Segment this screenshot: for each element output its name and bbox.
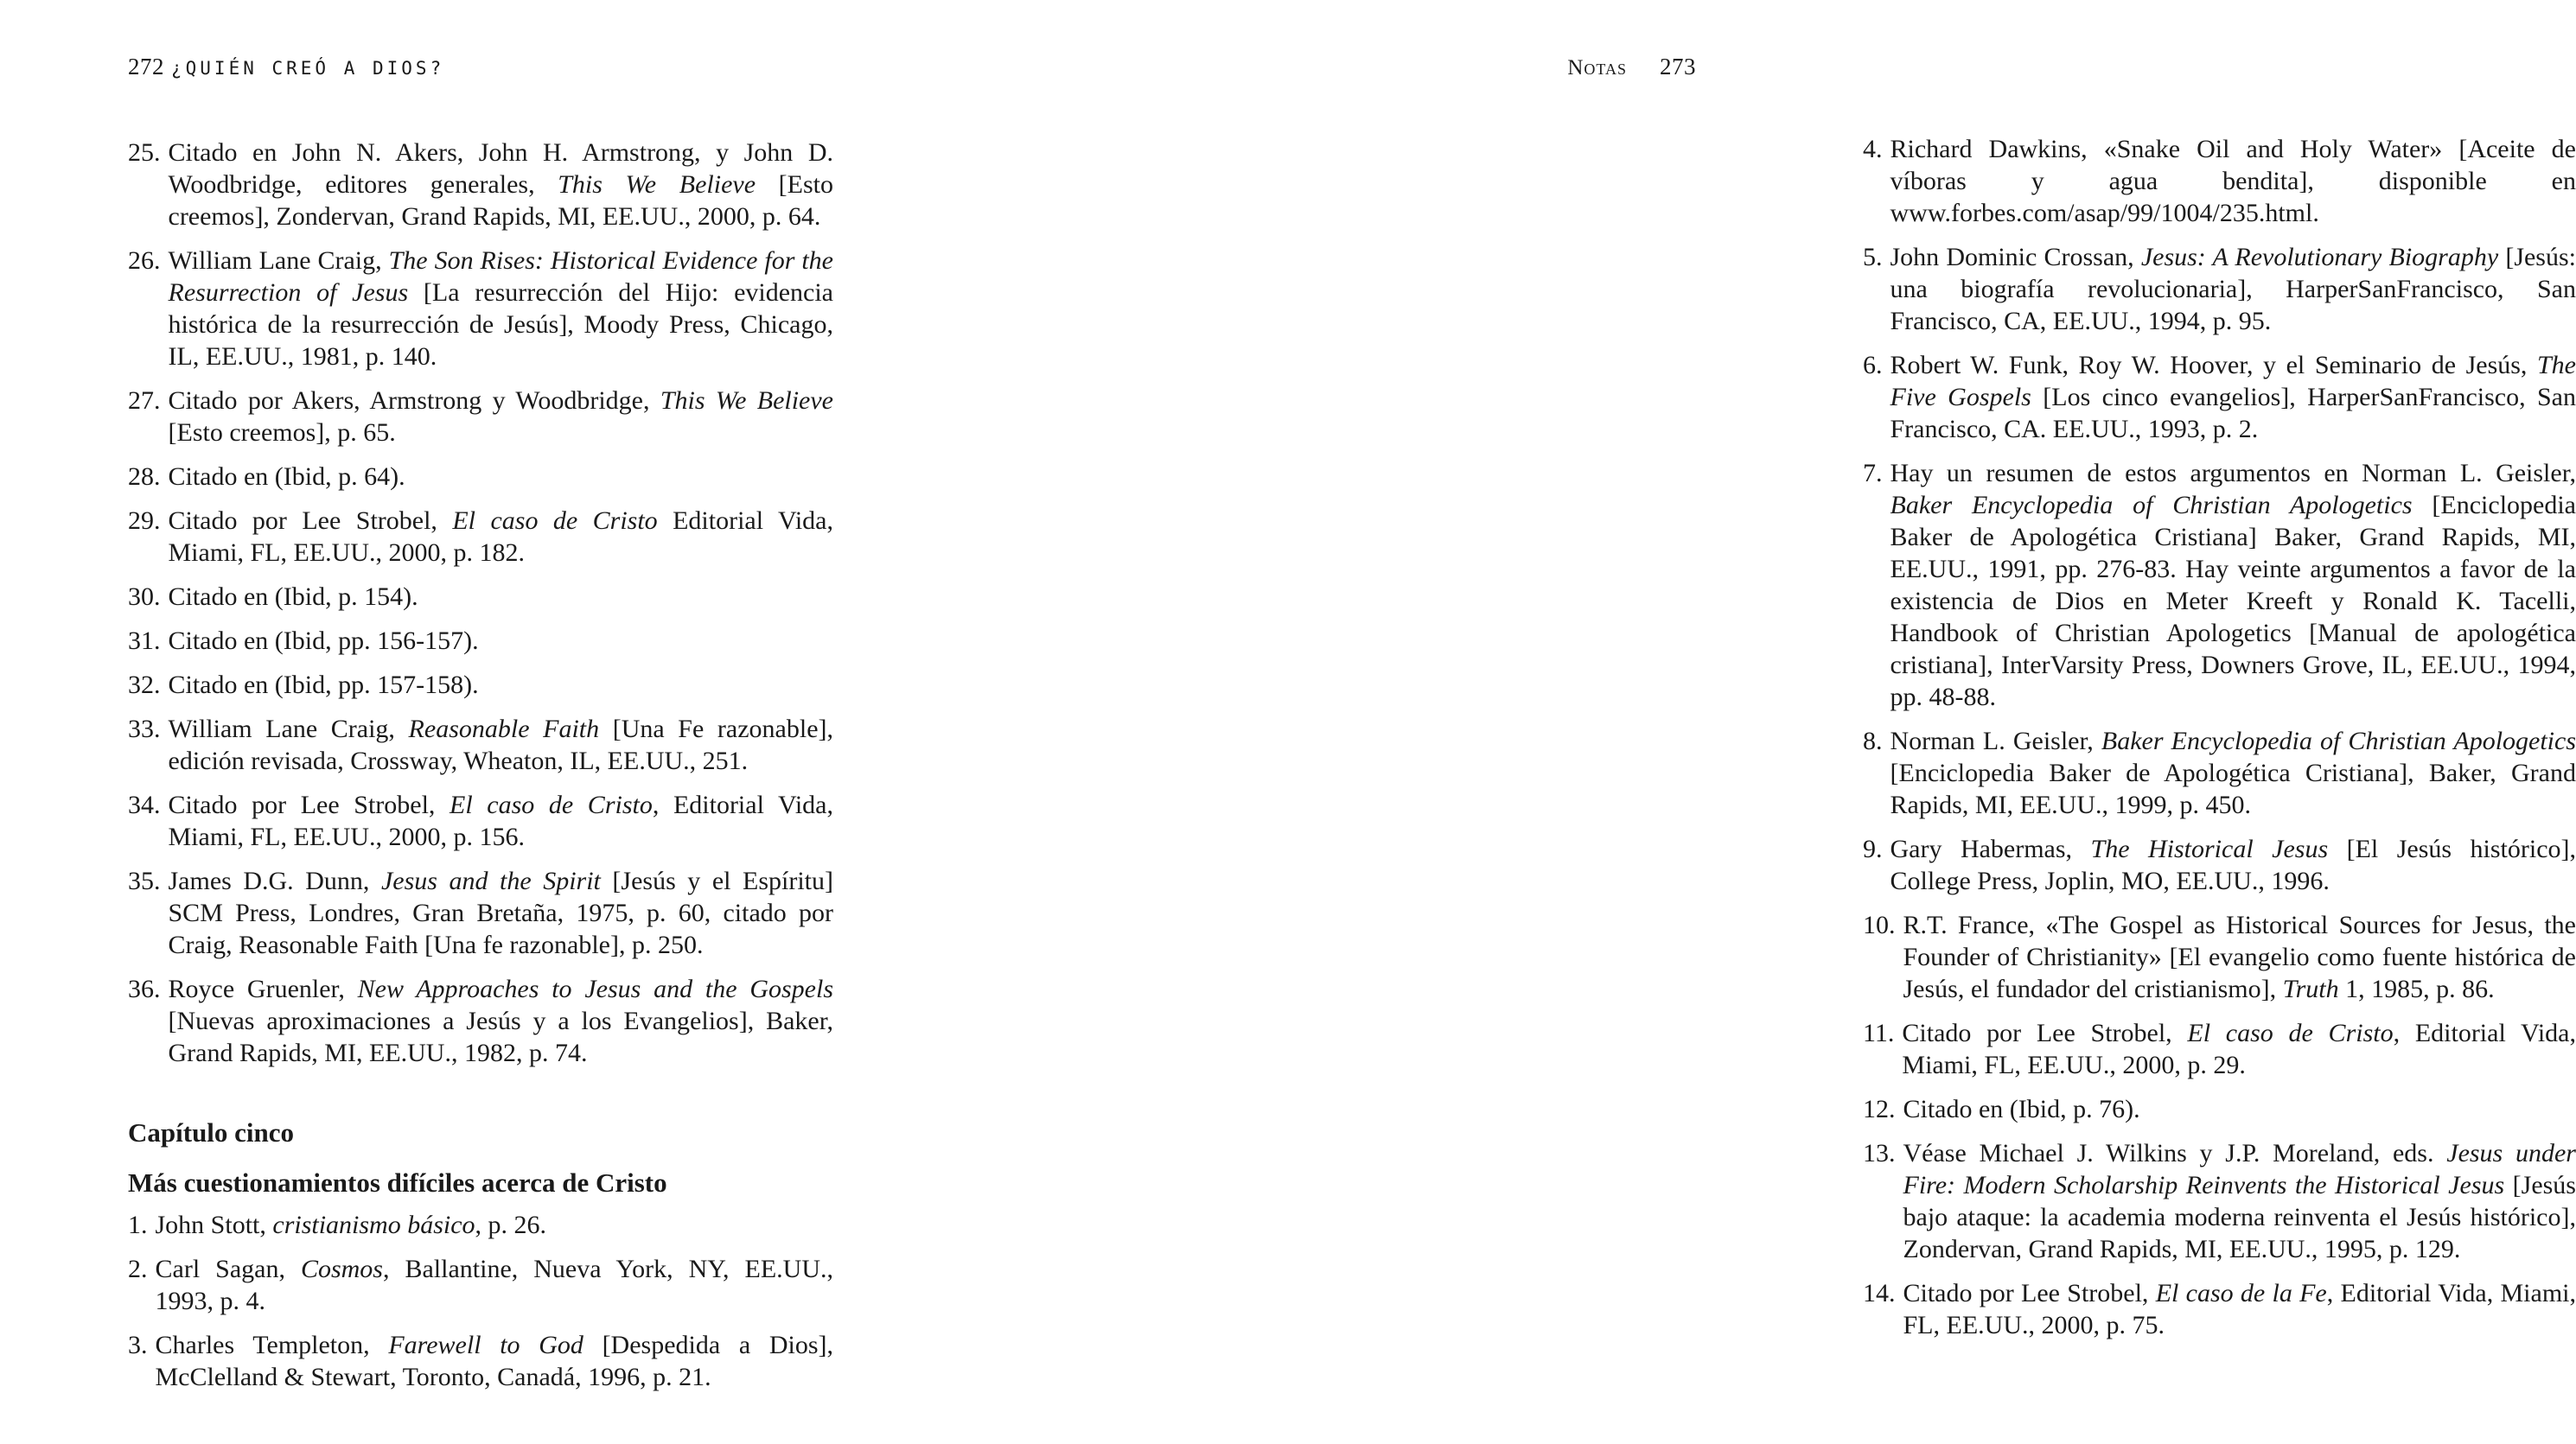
- footnote: [1863, 1137, 2576, 1265]
- footnote-text: [156, 1253, 834, 1317]
- footnote-title-italic: Farewell to God: [388, 1331, 583, 1359]
- footnote-title-italic: This We Believe: [558, 170, 756, 199]
- footnote: [128, 505, 833, 569]
- footnote-text-rest: [Los cinco evangelios], HarperSanFrancisco, San Francisco, CA. EE.UU., 1993, p. 2.: [1890, 383, 2576, 443]
- footnote-title-italic: Jesus and the Spirit: [380, 867, 601, 895]
- footnote: [1863, 833, 2576, 897]
- footnote-text-rest: , Editorial Vida, Miami, FL, EE.UU., 2000, p. 75.: [1903, 1279, 2576, 1339]
- footnote: [1863, 241, 2576, 337]
- footnote-text-rest: [Jesús y el Espíritu] SCM Press, Londres, Gran Bretaña, 1975, p. 60, citado por Craig, Reasonable Faith [Una fe razonable], p. 250.: [168, 867, 834, 959]
- footnote-text-rest: [Jesús: una biografía revolucionaria], HarperSanFrancisco, San Francisco, CA, EE.UU., 1994, p. 95.: [1890, 243, 2576, 335]
- footnote-number: 3.: [128, 1331, 148, 1359]
- footnote: [128, 713, 833, 777]
- footnote-text: [169, 581, 834, 613]
- footnote-text-lead: Citado en (Ibid, pp. 156-157).: [168, 627, 479, 655]
- footnote-title-italic: The Historical Jesus: [2090, 835, 2329, 863]
- footnote-text-lead: William Lane Craig,: [168, 246, 389, 275]
- footnote-text-rest: [El Jesús histórico], College Press, Joplin, MO, EE.UU., 1996.: [1890, 835, 2576, 895]
- left-page: [0, 0, 885, 1444]
- footnote-text-rest: [Esto creemos], p. 65.: [168, 418, 396, 447]
- footnote-text-lead: Citado por Lee Strobel,: [1902, 1019, 2188, 1047]
- footnote-text-rest: [Jesús bajo ataque: la academia moderna reinventa el Jesús histórico], Zondervan, Grand Rapids, MI, EE.UU., 1995, p. 129.: [1903, 1171, 2576, 1263]
- footnote-title-italic: El caso de Cristo: [2187, 1019, 2394, 1047]
- footnote-text: [1903, 1277, 2576, 1341]
- footnote-text: [1891, 725, 2576, 821]
- notes-chapter-four: [128, 137, 833, 1069]
- footnote-text: [169, 625, 834, 657]
- footnote-text: [1903, 1137, 2576, 1265]
- right-running-head: [1567, 54, 1696, 80]
- footnote-number: 30.: [128, 582, 161, 611]
- footnote-text: [169, 865, 834, 961]
- footnote-title-italic: Cosmos: [300, 1255, 383, 1283]
- footnote-text-lead: Citado por Lee Strobel,: [168, 506, 453, 535]
- footnote-number: 28.: [128, 462, 161, 491]
- footnote-number: 7.: [1863, 459, 1883, 487]
- footnote-number: 14.: [1863, 1279, 1896, 1307]
- footnote-number: 27.: [128, 386, 161, 415]
- footnote-text: [1902, 1017, 2576, 1081]
- footnote-number: 35.: [128, 867, 161, 895]
- footnote: [128, 973, 833, 1069]
- footnote-title-italic: New Approaches to Jesus and the Gospels: [357, 975, 833, 1003]
- footnote-text: [1891, 457, 2576, 713]
- footnote-text-rest: [Una Fe razonable], edición revisada, Crossway, Wheaton, IL, EE.UU., 251.: [168, 715, 833, 775]
- footnote: [1863, 349, 2576, 445]
- footnote-text-lead: Robert W. Funk, Roy W. Hoover, y el Seminario de Jesús,: [1890, 351, 2537, 379]
- footnote-number: 6.: [1863, 351, 1883, 379]
- footnote-text-lead: Citado en (Ibid, p. 64).: [168, 462, 405, 491]
- footnote-text: [169, 669, 834, 701]
- footnote-text-rest: , Ballantine, Nueva York, NY, EE.UU., 1993, p. 4.: [155, 1255, 834, 1315]
- footnote-text: [1891, 349, 2576, 445]
- footnote-title-italic: The Son Rises: Historical Evidence for the Resurrection of Jesus: [168, 246, 833, 307]
- footnote-text-lead: William Lane Craig,: [168, 715, 409, 743]
- footnote-title-italic: Baker Encyclopedia of Christian Apologetics: [1890, 491, 2413, 519]
- footnote-text-lead: Citado en (Ibid, pp. 157-158).: [168, 671, 479, 699]
- footnote-title-italic: El caso de Cristo: [452, 506, 658, 535]
- footnote-text: [169, 137, 834, 232]
- footnote: [128, 789, 833, 853]
- footnote-number: 36.: [128, 975, 161, 1003]
- footnote-text-lead: John Stott,: [155, 1211, 273, 1239]
- footnote: [1863, 725, 2576, 821]
- footnote-title-italic: Jesus: A Revolutionary Biography: [2140, 243, 2499, 271]
- footnote: [128, 669, 833, 701]
- right-page-number: 273: [1660, 54, 1696, 80]
- footnote-text: [1891, 833, 2576, 897]
- footnote-title-italic: This We Believe: [660, 386, 833, 415]
- left-page-number: 272: [128, 54, 164, 80]
- footnote-number: 13.: [1863, 1139, 1896, 1167]
- footnote-text-lead: Richard Dawkins, «Snake Oil and Holy Water» [Aceite de víboras y agua bendita], disponible en www.forbes.com/asap/99/1004/235.html.: [1890, 135, 2576, 227]
- footnote-text: [169, 245, 834, 372]
- footnote-number: 25.: [128, 138, 161, 167]
- footnote-number: 2.: [128, 1255, 148, 1283]
- footnote-text-rest: [Enciclopedia Baker de Apologética Cristiana], Baker, Grand Rapids, MI, EE.UU., 1999, p. 450.: [1890, 759, 2576, 819]
- notes-chapter-five: [128, 1209, 833, 1393]
- footnote: [1863, 1277, 2576, 1341]
- footnote-text: [156, 1329, 834, 1393]
- footnote-text-lead: Citado en John N. Akers, John H. Armstrong, y John D. Woodbridge, editores generales,: [168, 138, 833, 199]
- footnote-text-rest: [Despedida a Dios], McClelland & Stewart, Toronto, Canadá, 1996, p. 21.: [155, 1331, 834, 1391]
- footnote-number: 31.: [128, 627, 161, 655]
- right-notes-list: [1863, 133, 2576, 1353]
- footnote-text: [1891, 241, 2576, 337]
- section-name: Notas: [1567, 56, 1627, 80]
- footnote-text: [156, 1209, 834, 1241]
- footnote-text-lead: Véase Michael J. Wilkins y J.P. Moreland, eds.: [1903, 1139, 2447, 1167]
- footnote-number: 10.: [1863, 911, 1896, 939]
- footnote-title-italic: El caso de Cristo: [450, 791, 653, 819]
- footnote: [128, 581, 833, 613]
- footnote-text-lead: Citado en (Ibid, p. 154).: [168, 582, 418, 611]
- footnote: [128, 245, 833, 372]
- footnote-text: [1903, 1093, 2576, 1125]
- footnote-text-lead: Hay un resumen de estos argumentos en Norman L. Geisler,: [1890, 459, 2576, 487]
- chapter-title: Más cuestionamientos difíciles acerca de Cristo: [128, 1167, 667, 1198]
- footnote-title-italic: El caso de la Fe: [2155, 1279, 2327, 1307]
- footnote: [1863, 457, 2576, 713]
- footnote-text-lead: James D.G. Dunn,: [168, 867, 381, 895]
- footnote-text: [169, 713, 834, 777]
- footnote-text-rest: [La resurrección del Hijo: evidencia histórica de la resurrección de Jesús], Moody Press, Chicago, IL, EE.UU., 1981, p. 140.: [168, 278, 833, 371]
- footnote: [128, 1329, 833, 1393]
- footnote: [1863, 133, 2576, 229]
- footnote: [1863, 909, 2576, 1005]
- footnote-number: 8.: [1863, 727, 1883, 755]
- left-running-head: [128, 54, 444, 80]
- footnote-number: 9.: [1863, 835, 1883, 863]
- footnote: [1863, 1017, 2576, 1081]
- footnote-text-lead: Norman L. Geisler,: [1890, 727, 2101, 755]
- footnote-text-lead: Gary Habermas,: [1890, 835, 2091, 863]
- footnote: [128, 137, 833, 232]
- footnote-title-italic: cristianismo básico: [272, 1211, 475, 1239]
- footnote-text-rest: Editorial Vida, Miami, FL, EE.UU., 2000, p. 182.: [168, 506, 833, 567]
- footnote: [128, 385, 833, 448]
- footnote-text-lead: Citado por Akers, Armstrong y Woodbridge,: [168, 386, 660, 415]
- footnote-title-italic: Reasonable Faith: [408, 715, 600, 743]
- footnote-text: [169, 385, 834, 448]
- footnote-title-italic: The Five Gospels: [1890, 351, 2576, 411]
- footnote: [128, 461, 833, 493]
- footnote-text-rest: [Esto creemos], Zondervan, Grand Rapids, MI, EE.UU., 2000, p. 64.: [168, 170, 833, 231]
- footnote-text-lead: R.T. France, «The Gospel as Historical Sources for Jesus, the Founder of Christianity» [El evangelio como fuente histórica de Jesús, el fundador del cristianismo],: [1903, 911, 2576, 1003]
- footnote: [128, 625, 833, 657]
- footnote-text-lead: Citado por Lee Strobel,: [1903, 1279, 2156, 1307]
- footnote-text: [169, 973, 834, 1069]
- footnote-text-lead: Charles Templeton,: [155, 1331, 389, 1359]
- footnote: [1863, 1093, 2576, 1125]
- footnote-number: 34.: [128, 791, 161, 819]
- footnote-number: 32.: [128, 671, 161, 699]
- footnote-text-lead: John Dominic Crossan,: [1890, 243, 2141, 271]
- footnote-text-rest: , Editorial Vida, Miami, FL, EE.UU., 2000, p. 156.: [168, 791, 833, 851]
- footnote-text: [169, 461, 834, 493]
- footnote-text-lead: Citado por Lee Strobel,: [168, 791, 450, 819]
- footnote-title-italic: Truth: [2282, 975, 2339, 1003]
- footnote-title-italic: Baker Encyclopedia of Christian Apologetics: [2101, 727, 2576, 755]
- footnote-number: 33.: [128, 715, 161, 743]
- footnote-text-lead: Royce Gruenler,: [168, 975, 358, 1003]
- footnote-text: [169, 505, 834, 569]
- footnote-number: 12.: [1863, 1095, 1896, 1123]
- footnote: [128, 1253, 833, 1317]
- footnote-text: [169, 789, 834, 853]
- left-notes-list: [128, 137, 833, 1405]
- footnote-number: 11.: [1863, 1019, 1895, 1047]
- footnote-text-rest: , p. 26.: [475, 1211, 547, 1239]
- chapter-label: Capítulo cinco: [128, 1117, 295, 1148]
- right-page: [885, 0, 2576, 1444]
- footnote-text-rest: [Nuevas aproximaciones a Jesús y a los Evangelios], Baker, Grand Rapids, MI, EE.UU., 1982, p. 74.: [168, 1007, 833, 1067]
- footnote-number: 5.: [1863, 243, 1883, 271]
- footnote-text-rest: , Editorial Vida, Miami, FL, EE.UU., 2000, p. 29.: [1902, 1019, 2576, 1079]
- footnote: [128, 1209, 833, 1241]
- footnote-text-lead: Carl Sagan,: [155, 1255, 301, 1283]
- footnote-number: 29.: [128, 506, 161, 535]
- footnote-title-italic: Jesus under Fire: Modern Scholarship Reinvents the Historical Jesus: [1903, 1139, 2576, 1199]
- footnote-text: [1903, 909, 2576, 1005]
- footnote-number: 26.: [128, 246, 161, 275]
- footnote-text: [1891, 133, 2576, 229]
- footnote-text-rest: [Enciclopedia Baker de Apologética Cristiana] Baker, Grand Rapids, MI, EE.UU., 1991, pp. 276-83. Hay veinte argumentos a favor de la existencia de Dios en Meter Kreeft y Ronald K. Tacelli, Handbook of Christian Apologetics [Manual de apologética cristiana], InterVarsity Press, Downers Grove, IL, EE.UU., 1994, pp. 48-88.: [1890, 491, 2576, 711]
- footnote-number: 4.: [1863, 135, 1883, 163]
- footnote-text-rest: 1, 1985, p. 86.: [2338, 975, 2495, 1003]
- footnote: [128, 865, 833, 961]
- footnote-number: 1.: [128, 1211, 148, 1239]
- book-title: ¿QUIÉN CREÓ A DIOS?: [171, 58, 445, 79]
- footnote-text-lead: Citado en (Ibid, p. 76).: [1903, 1095, 2140, 1123]
